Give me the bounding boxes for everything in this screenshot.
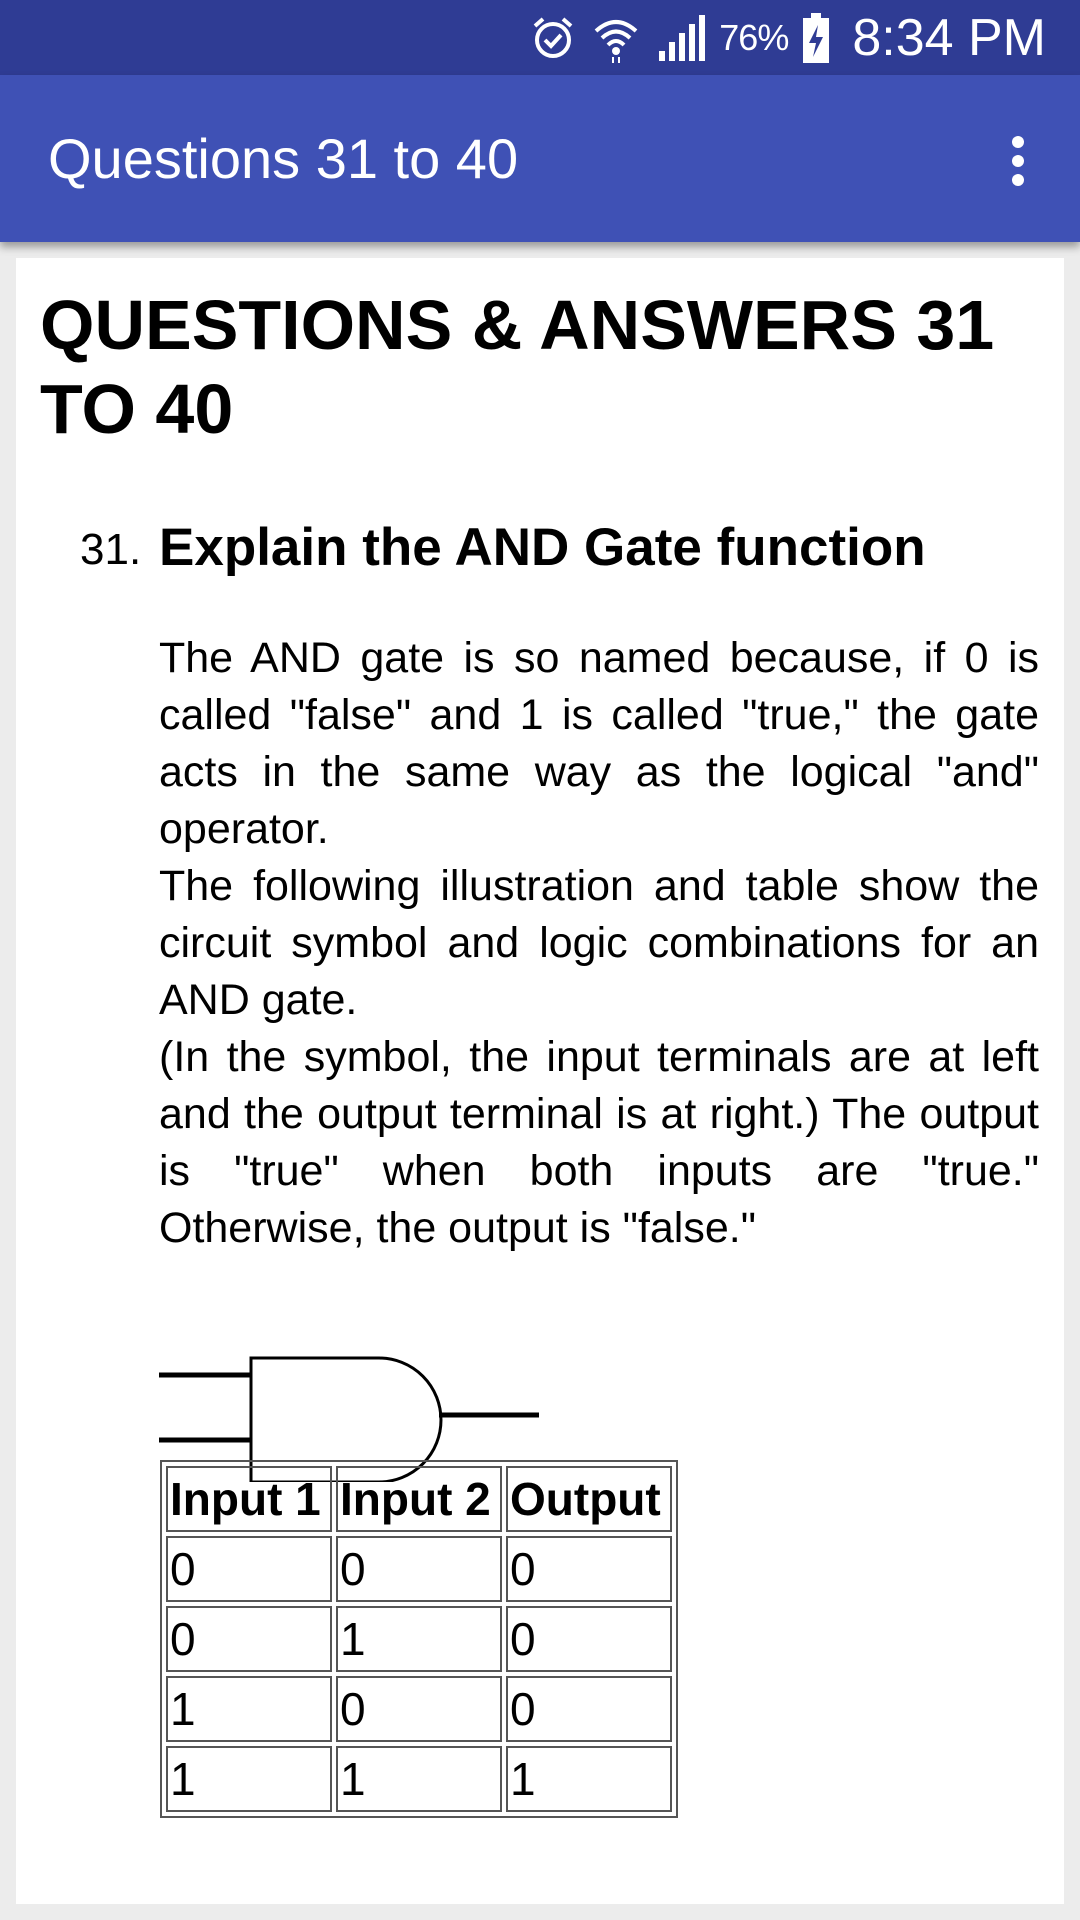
table-cell: 0 (506, 1606, 672, 1672)
table-header-row (166, 1466, 672, 1532)
signal-icon (655, 15, 705, 61)
table-header-output: Output (506, 1466, 672, 1532)
battery-charging-icon (802, 13, 830, 63)
alarm-icon (529, 14, 577, 62)
table-row (166, 1606, 672, 1672)
table-cell: 1 (336, 1746, 502, 1812)
table-header-input-1: Input 1 (166, 1466, 332, 1532)
app-bar (0, 75, 1080, 242)
table-cell: 0 (336, 1536, 502, 1602)
table-row (166, 1536, 672, 1602)
truth-table (160, 1460, 678, 1818)
content-card[interactable] (16, 258, 1064, 1904)
table-cell: 0 (166, 1606, 332, 1672)
answer-text (159, 630, 1039, 1257)
question-number: 31. (80, 525, 142, 574)
table-header-input-2: Input 2 (336, 1466, 502, 1532)
table-cell: 1 (166, 1676, 332, 1742)
answer-paragraph: The following illustration and table show the circuit symbol and logic combinations for an AND gate. (159, 862, 1039, 1024)
battery-percent: 76% (719, 16, 789, 58)
wifi-icon (591, 13, 641, 63)
more-vert-icon (1010, 135, 1026, 187)
status-icons (529, 0, 1046, 75)
overflow-menu-button[interactable] (982, 121, 1054, 201)
status-bar (0, 0, 1080, 75)
app-title: Questions 31 to 40 (48, 127, 519, 190)
table-row (166, 1676, 672, 1742)
answer-paragraph: The AND gate is so named because, if 0 is called "false" and 1 is called "true," the gate acts in the same way as the logical "and" operator. (159, 634, 1039, 853)
table-cell: 0 (336, 1676, 502, 1742)
table-row (166, 1746, 672, 1812)
question-title: Explain the AND Gate function (159, 518, 926, 577)
and-gate-symbol (159, 1300, 545, 1482)
table-cell: 1 (166, 1746, 332, 1812)
page-heading: QUESTIONS & ANSWERS 31 TO 40 (40, 286, 995, 448)
table-cell: 0 (506, 1676, 672, 1742)
answer-paragraph: (In the symbol, the input terminals are at left and the output terminal is at right.) The output is "true" when both inputs are "true." Otherwise, the output is "false." (159, 1033, 1039, 1252)
table-cell: 1 (336, 1606, 502, 1672)
table-cell: 0 (506, 1536, 672, 1602)
clock: 8:34 PM (852, 8, 1046, 67)
table-cell: 1 (506, 1746, 672, 1812)
table-cell: 0 (166, 1536, 332, 1602)
